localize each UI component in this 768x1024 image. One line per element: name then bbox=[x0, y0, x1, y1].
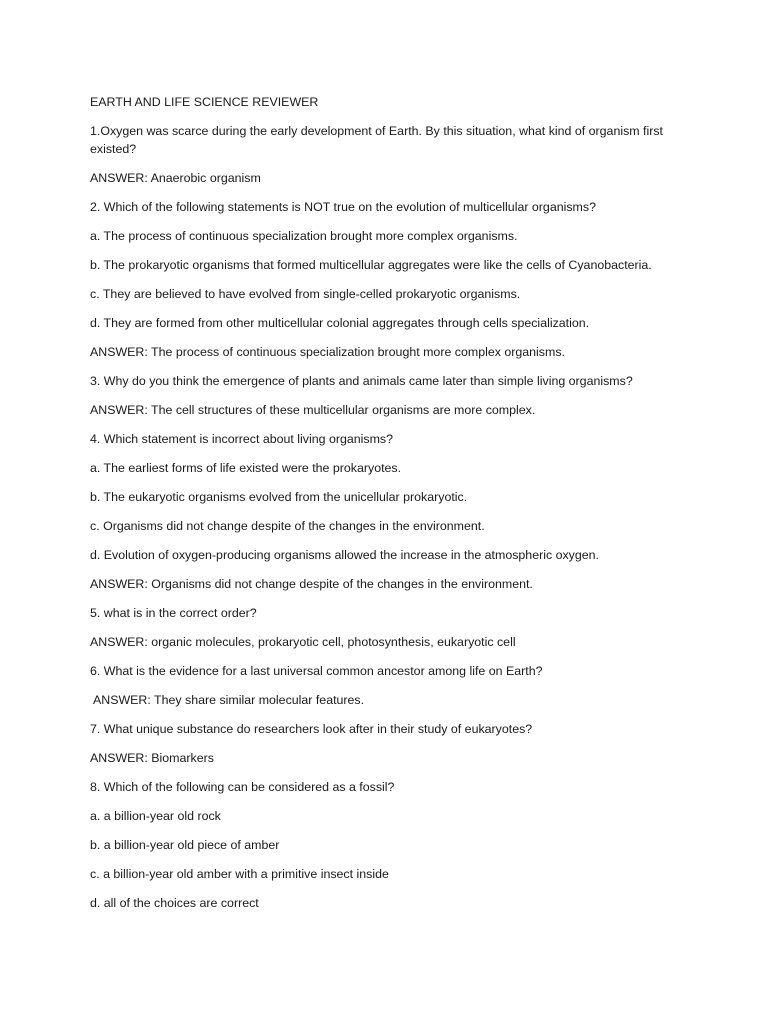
question-7: 7. What unique substance do researchers look after in their study of eukaryotes? bbox=[90, 722, 533, 736]
question-8-choice-a: a. a billion-year old rock bbox=[90, 809, 221, 823]
question-4-choice-c: c. Organisms did not change despite of the changes in the environment. bbox=[90, 519, 485, 533]
question-2: 2. Which of the following statements is NOT true on the evolution of multicellular organisms? bbox=[90, 200, 596, 214]
question-8-choice-d: d. all of the choices are correct bbox=[90, 896, 259, 910]
question-3: 3. Why do you think the emergence of plants and animals came later than simple living organisms? bbox=[90, 374, 633, 388]
question-2-choice-b: b. The prokaryotic organisms that formed multicellular aggregates were like the cells of Cyanobacteria. bbox=[90, 258, 652, 272]
document-content bbox=[90, 93, 700, 923]
question-4-choice-a: a. The earliest forms of life existed were the prokaryotes. bbox=[90, 461, 402, 475]
question-1: 1.Oxygen was scarce during the early development of Earth. By this situation, what kind of organism first existed? bbox=[90, 124, 664, 156]
question-8-choice-b: b. a billion-year old piece of amber bbox=[90, 838, 280, 852]
answer-7: ANSWER: Biomarkers bbox=[90, 751, 214, 765]
answer-2: ANSWER: The process of continuous specialization brought more complex organisms. bbox=[90, 345, 565, 359]
question-8-choice-c: c. a billion-year old amber with a primitive insect inside bbox=[90, 867, 389, 881]
question-8: 8. Which of the following can be considered as a fossil? bbox=[90, 780, 395, 794]
question-6: 6. What is the evidence for a last universal common ancestor among life on Earth? bbox=[90, 664, 543, 678]
document-title: EARTH AND LIFE SCIENCE REVIEWER bbox=[90, 95, 319, 109]
question-4-choice-d: d. Evolution of oxygen-producing organisms allowed the increase in the atmospheric oxygen. bbox=[90, 548, 599, 562]
question-4-choice-b: b. The eukaryotic organisms evolved from the unicellular prokaryotic. bbox=[90, 490, 468, 504]
question-2-choice-a: a. The process of continuous specialization brought more complex organisms. bbox=[90, 229, 518, 243]
answer-3: ANSWER: The cell structures of these multicellular organisms are more complex. bbox=[90, 403, 536, 417]
question-5: 5. what is in the correct order? bbox=[90, 606, 257, 620]
answer-6: ANSWER: They share similar molecular features. bbox=[93, 693, 365, 707]
answer-1: ANSWER: Anaerobic organism bbox=[90, 171, 261, 185]
answer-5: ANSWER: organic molecules, prokaryotic cell, photosynthesis, eukaryotic cell bbox=[90, 635, 516, 649]
question-2-choice-c: c. They are believed to have evolved from single-celled prokaryotic organisms. bbox=[90, 287, 521, 301]
question-4: 4. Which statement is incorrect about living organisms? bbox=[90, 432, 394, 446]
answer-4: ANSWER: Organisms did not change despite of the changes in the environment. bbox=[90, 577, 533, 591]
question-2-choice-d: d. They are formed from other multicellular colonial aggregates through cells specialization. bbox=[90, 316, 590, 330]
